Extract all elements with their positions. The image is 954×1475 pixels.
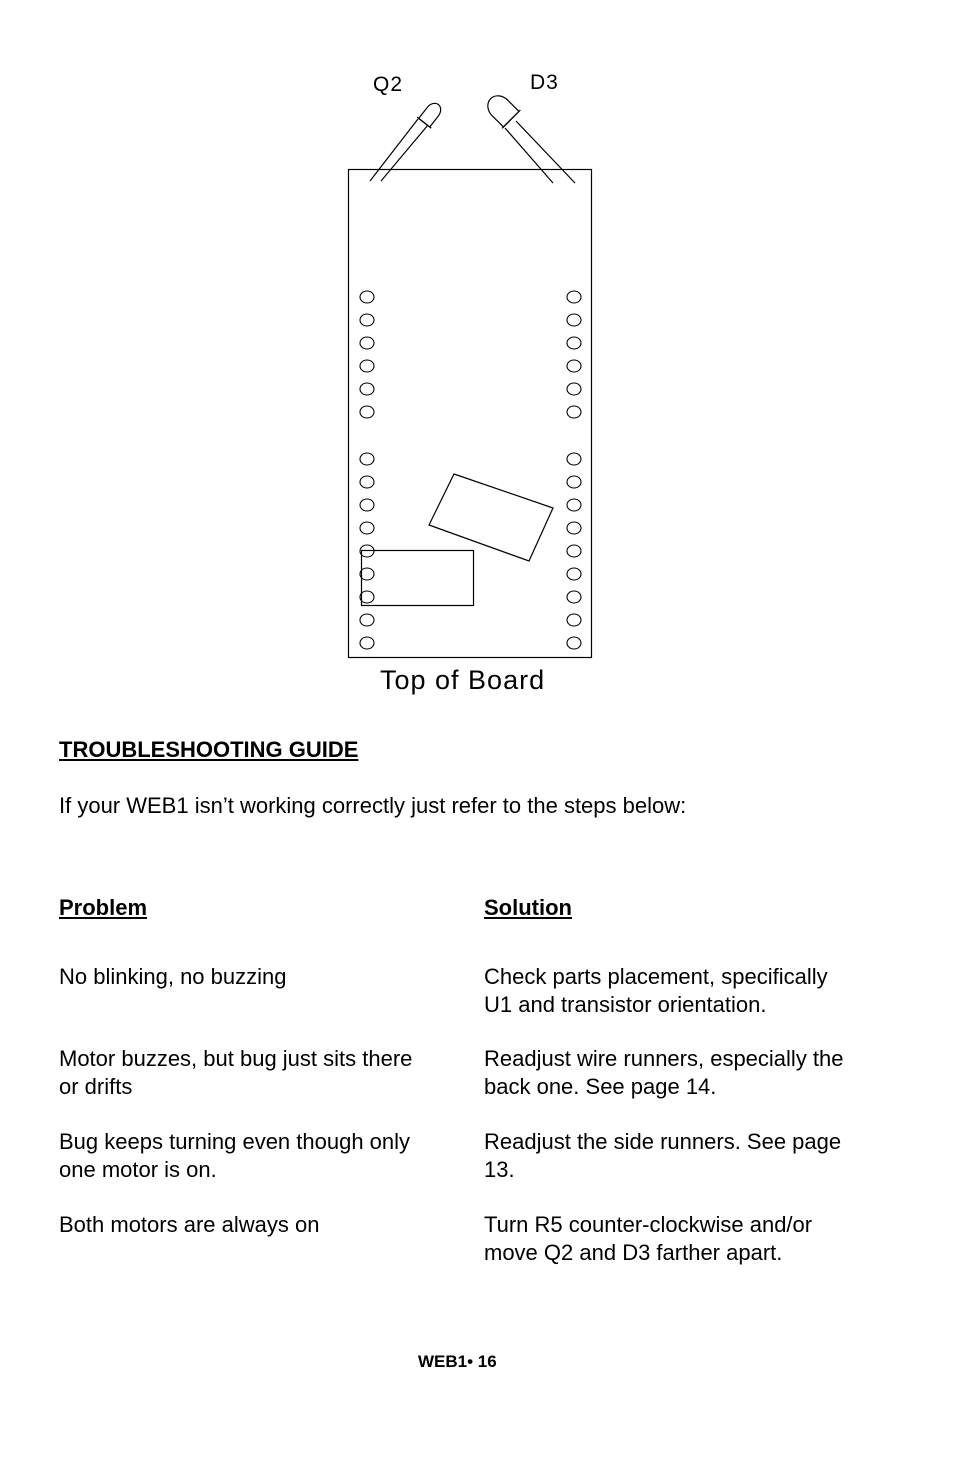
board-outline xyxy=(349,170,592,658)
guide-title: TROUBLESHOOTING GUIDE xyxy=(59,737,359,762)
tilted-component xyxy=(429,474,553,561)
q2-component xyxy=(370,99,445,181)
pin-hole xyxy=(360,337,374,349)
pin-hole xyxy=(360,476,374,488)
solution-3: Readjust the side runners. See page 13. xyxy=(484,1129,842,1182)
pin-hole xyxy=(360,591,374,603)
pin-hole xyxy=(360,522,374,534)
pin-hole xyxy=(360,614,374,626)
pin-hole xyxy=(360,499,374,511)
guide-intro: If your WEB1 isn’t working correctly just refer to the steps below: xyxy=(59,793,687,818)
d3-label: D3 xyxy=(530,71,559,94)
solution-4: Turn R5 counter-clockwise and/or move Q2 and D3 farther apart. xyxy=(484,1212,813,1265)
board-diagram xyxy=(0,0,954,720)
pin-hole xyxy=(360,637,374,649)
page-footer: WEB1• 16 xyxy=(418,1352,497,1371)
pin-hole xyxy=(567,360,581,372)
board-caption: Top of Board xyxy=(380,665,546,695)
pin-hole xyxy=(567,614,581,626)
pin-holes-right xyxy=(567,291,581,649)
pin-hole xyxy=(360,291,374,303)
pin-hole xyxy=(360,406,374,418)
pin-hole xyxy=(567,453,581,465)
pin-hole xyxy=(567,337,581,349)
pin-hole xyxy=(567,591,581,603)
problem-header: Problem xyxy=(59,895,148,920)
pin-hole xyxy=(360,568,374,580)
pin-hole xyxy=(567,637,581,649)
solution-header: Solution xyxy=(484,895,572,920)
pin-hole xyxy=(567,476,581,488)
pin-hole xyxy=(567,314,581,326)
pin-hole xyxy=(360,383,374,395)
solution-1: Check parts placement, specifically U1 and transistor orientation. xyxy=(484,964,828,1017)
problem-1: No blinking, no buzzing xyxy=(59,964,287,989)
small-component xyxy=(362,551,474,606)
pin-hole xyxy=(567,522,581,534)
pin-holes-left xyxy=(360,291,374,649)
problem-4: Both motors are always on xyxy=(59,1212,320,1237)
problem-3: Bug keeps turning even though only one motor is on. xyxy=(59,1129,411,1182)
pin-hole xyxy=(567,545,581,557)
problem-2: Motor buzzes, but bug just sits there or drifts xyxy=(59,1046,413,1099)
solution-2: Readjust wire runners, especially the back one. See page 14. xyxy=(484,1046,844,1099)
pin-hole xyxy=(567,568,581,580)
q2-label: Q2 xyxy=(373,73,404,96)
pin-hole xyxy=(360,453,374,465)
pin-hole xyxy=(567,406,581,418)
pin-hole xyxy=(567,291,581,303)
pin-hole xyxy=(360,314,374,326)
pin-hole xyxy=(567,499,581,511)
pin-hole xyxy=(567,383,581,395)
pin-hole xyxy=(360,360,374,372)
